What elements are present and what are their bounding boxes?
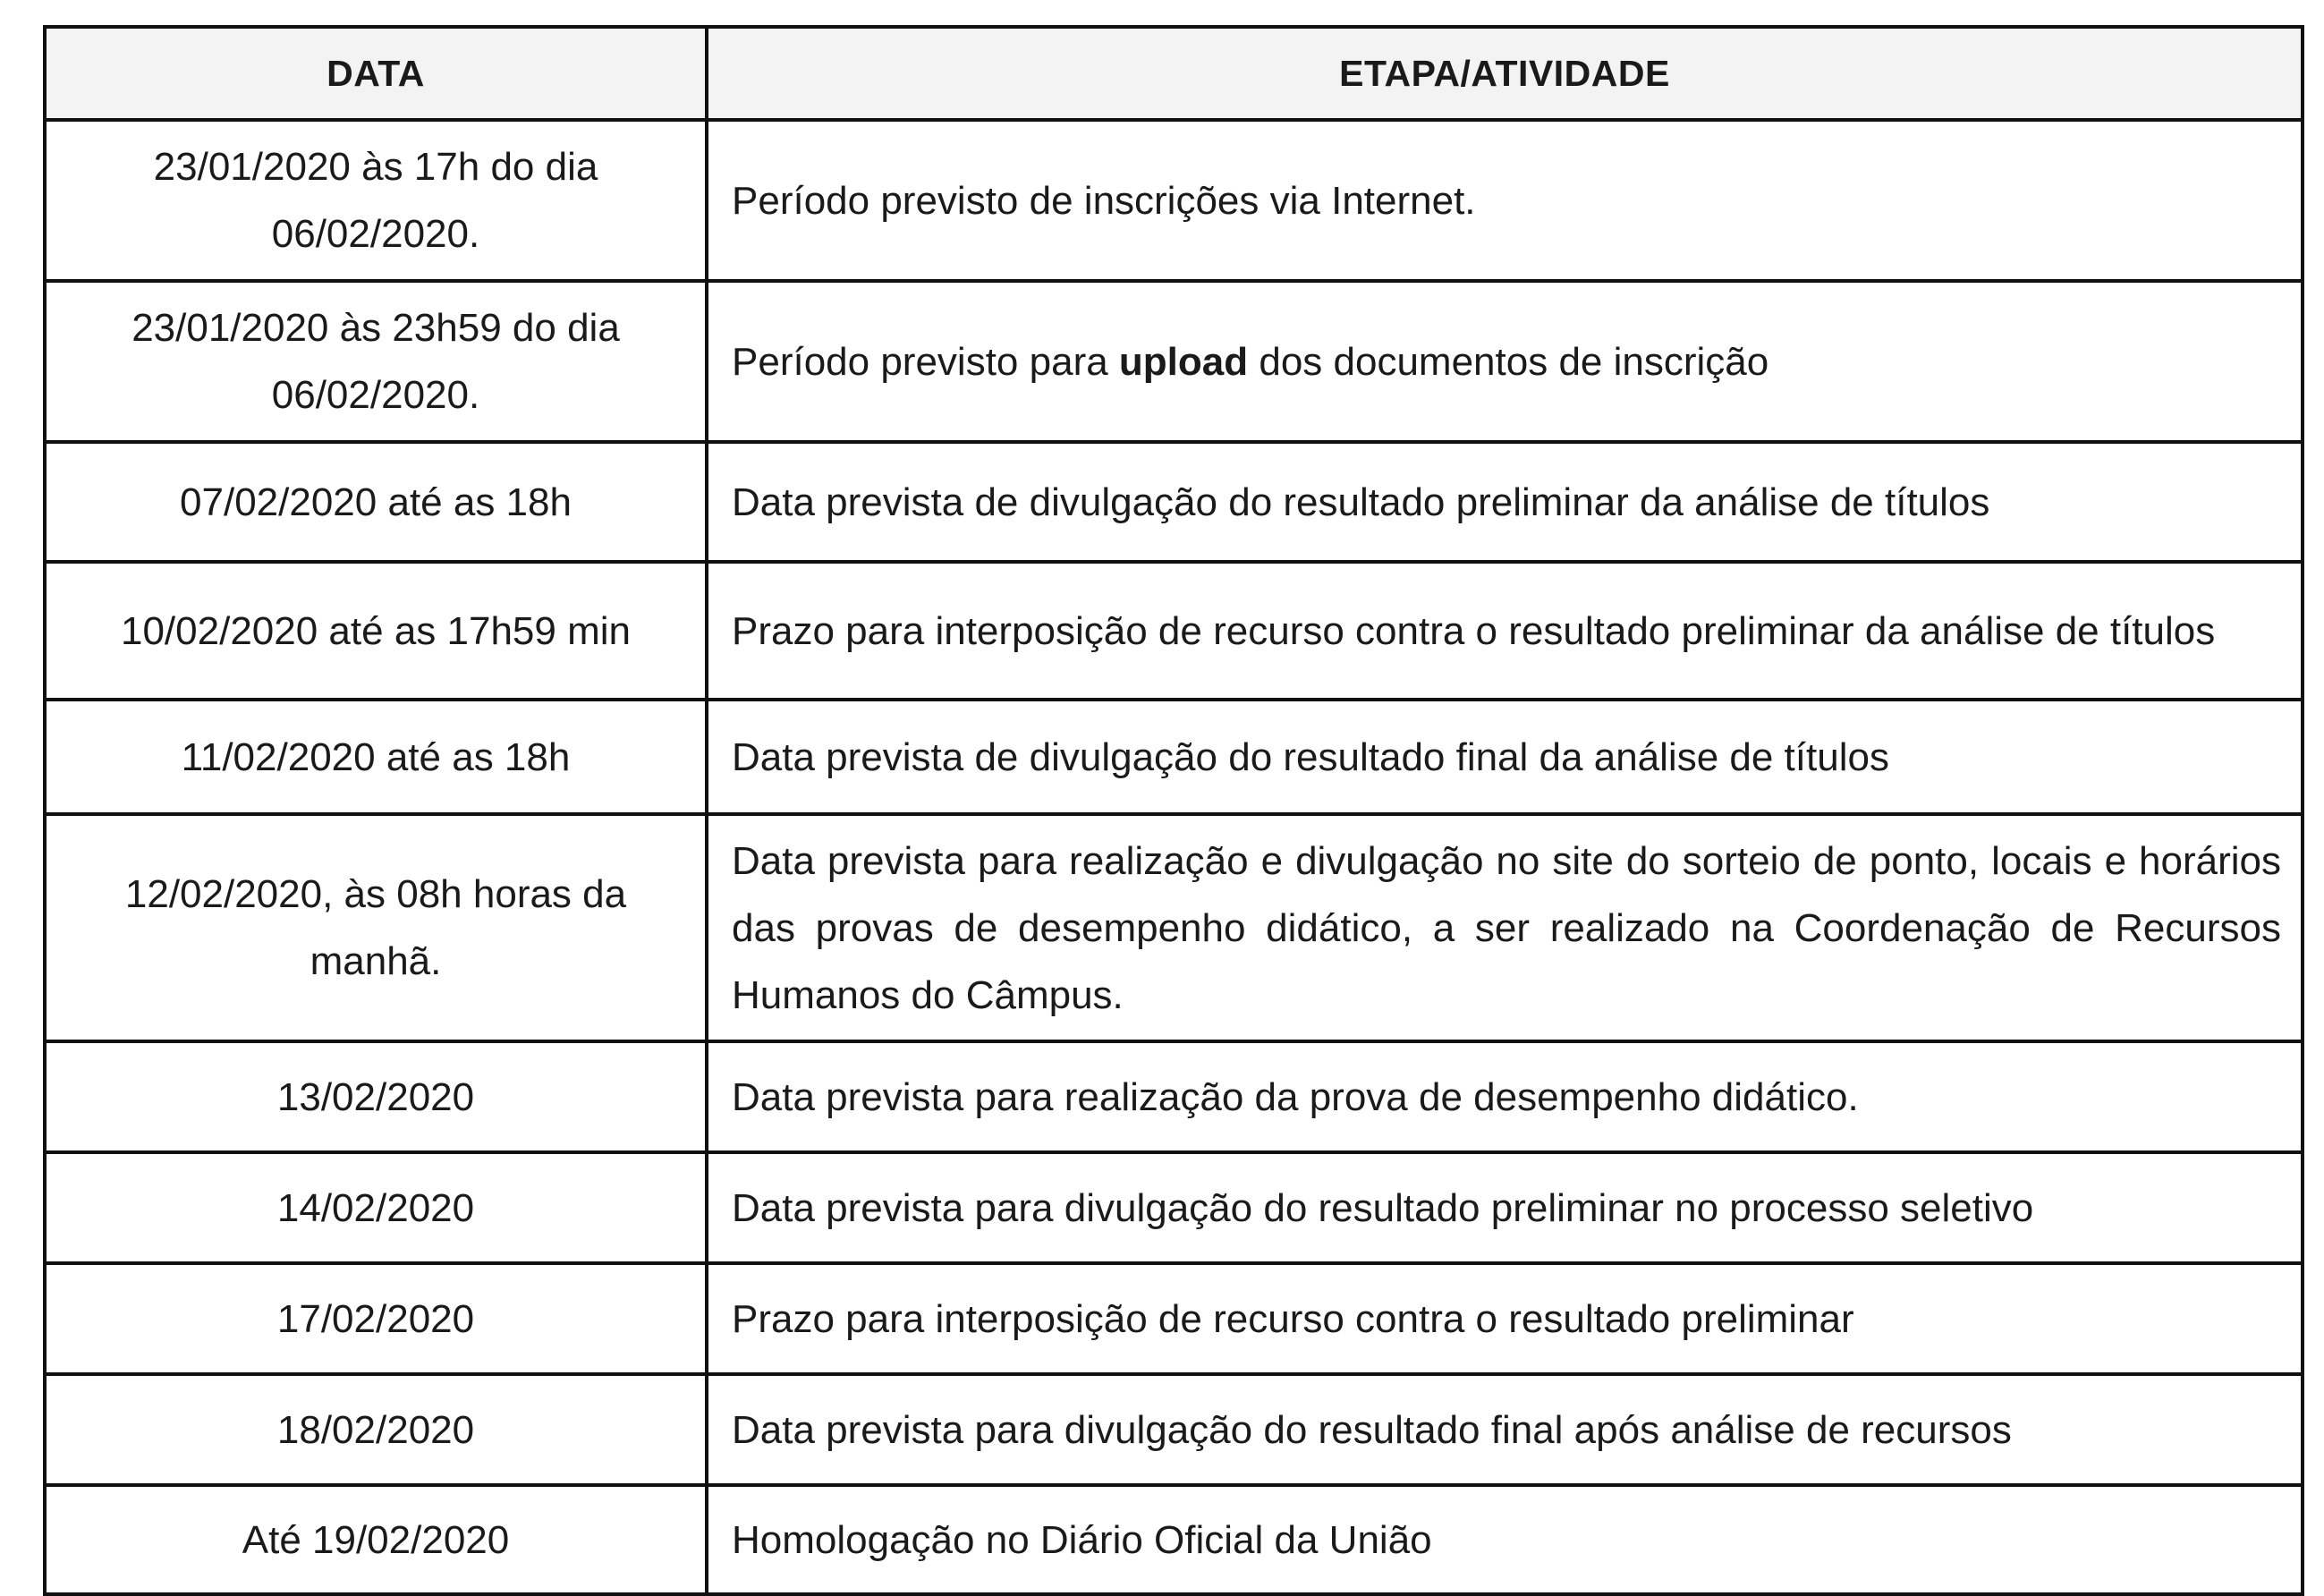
row-date: 17/02/2020 <box>45 1263 707 1374</box>
table-row <box>45 281 2303 442</box>
row-date: 12/02/2020, às 08h horas da manhã. <box>45 814 707 1041</box>
row-activity: Homologação no Diário Oficial da União <box>707 1485 2303 1594</box>
row-activity: Data prevista para realização e divulgação no site do sorteio de ponto, locais e horários das provas de desempenho didático, a ser realizado na Coordenação de Recursos Humanos do Câmpus. <box>707 814 2303 1041</box>
table-row <box>45 1152 2303 1263</box>
row-activity: Prazo para interposição de recurso contra o resultado preliminar <box>707 1263 2303 1374</box>
table-row <box>45 814 2303 1041</box>
row-activity: Data prevista de divulgação do resultado final da análise de títulos <box>707 700 2303 814</box>
row-date: 07/02/2020 até as 18h <box>45 442 707 562</box>
row-activity: Período previsto de inscrições via Internet. <box>707 120 2303 281</box>
table-row <box>45 1374 2303 1485</box>
row-date: 23/01/2020 às 17h do dia 06/02/2020. <box>45 120 707 281</box>
row-activity: Data prevista para realização da prova de desempenho didático. <box>707 1041 2303 1152</box>
table-header-row <box>45 27 2303 120</box>
schedule-table <box>43 25 2304 1596</box>
row-date: 18/02/2020 <box>45 1374 707 1485</box>
table-row <box>45 120 2303 281</box>
row-date: 13/02/2020 <box>45 1041 707 1152</box>
row-date: 14/02/2020 <box>45 1152 707 1263</box>
row-date: 23/01/2020 às 23h59 do dia 06/02/2020. <box>45 281 707 442</box>
row-date: 10/02/2020 até as 17h59 min <box>45 562 707 700</box>
row-date: Até 19/02/2020 <box>45 1485 707 1594</box>
row-activity: Data prevista para divulgação do resultado final após análise de recursos <box>707 1374 2303 1485</box>
table-row <box>45 1263 2303 1374</box>
row-activity: Data prevista para divulgação do resultado preliminar no processo seletivo <box>707 1152 2303 1263</box>
row-activity: Data prevista de divulgação do resultado preliminar da análise de títulos <box>707 442 2303 562</box>
table-row <box>45 700 2303 814</box>
row-activity: Prazo para interposição de recurso contra o resultado preliminar da análise de títulos <box>707 562 2303 700</box>
activity-text: Período previsto para <box>732 339 1119 384</box>
table-row <box>45 562 2303 700</box>
activity-keyword: upload <box>1118 339 1249 384</box>
table-row <box>45 1041 2303 1152</box>
header-activity: ETAPA/ATIVIDADE <box>707 27 2303 120</box>
header-date: DATA <box>45 27 707 120</box>
table-row <box>45 442 2303 562</box>
row-activity <box>707 281 2303 442</box>
table-row <box>45 1485 2303 1594</box>
row-date: 11/02/2020 até as 18h <box>45 700 707 814</box>
activity-text: dos documentos de inscrição <box>1248 339 1769 384</box>
